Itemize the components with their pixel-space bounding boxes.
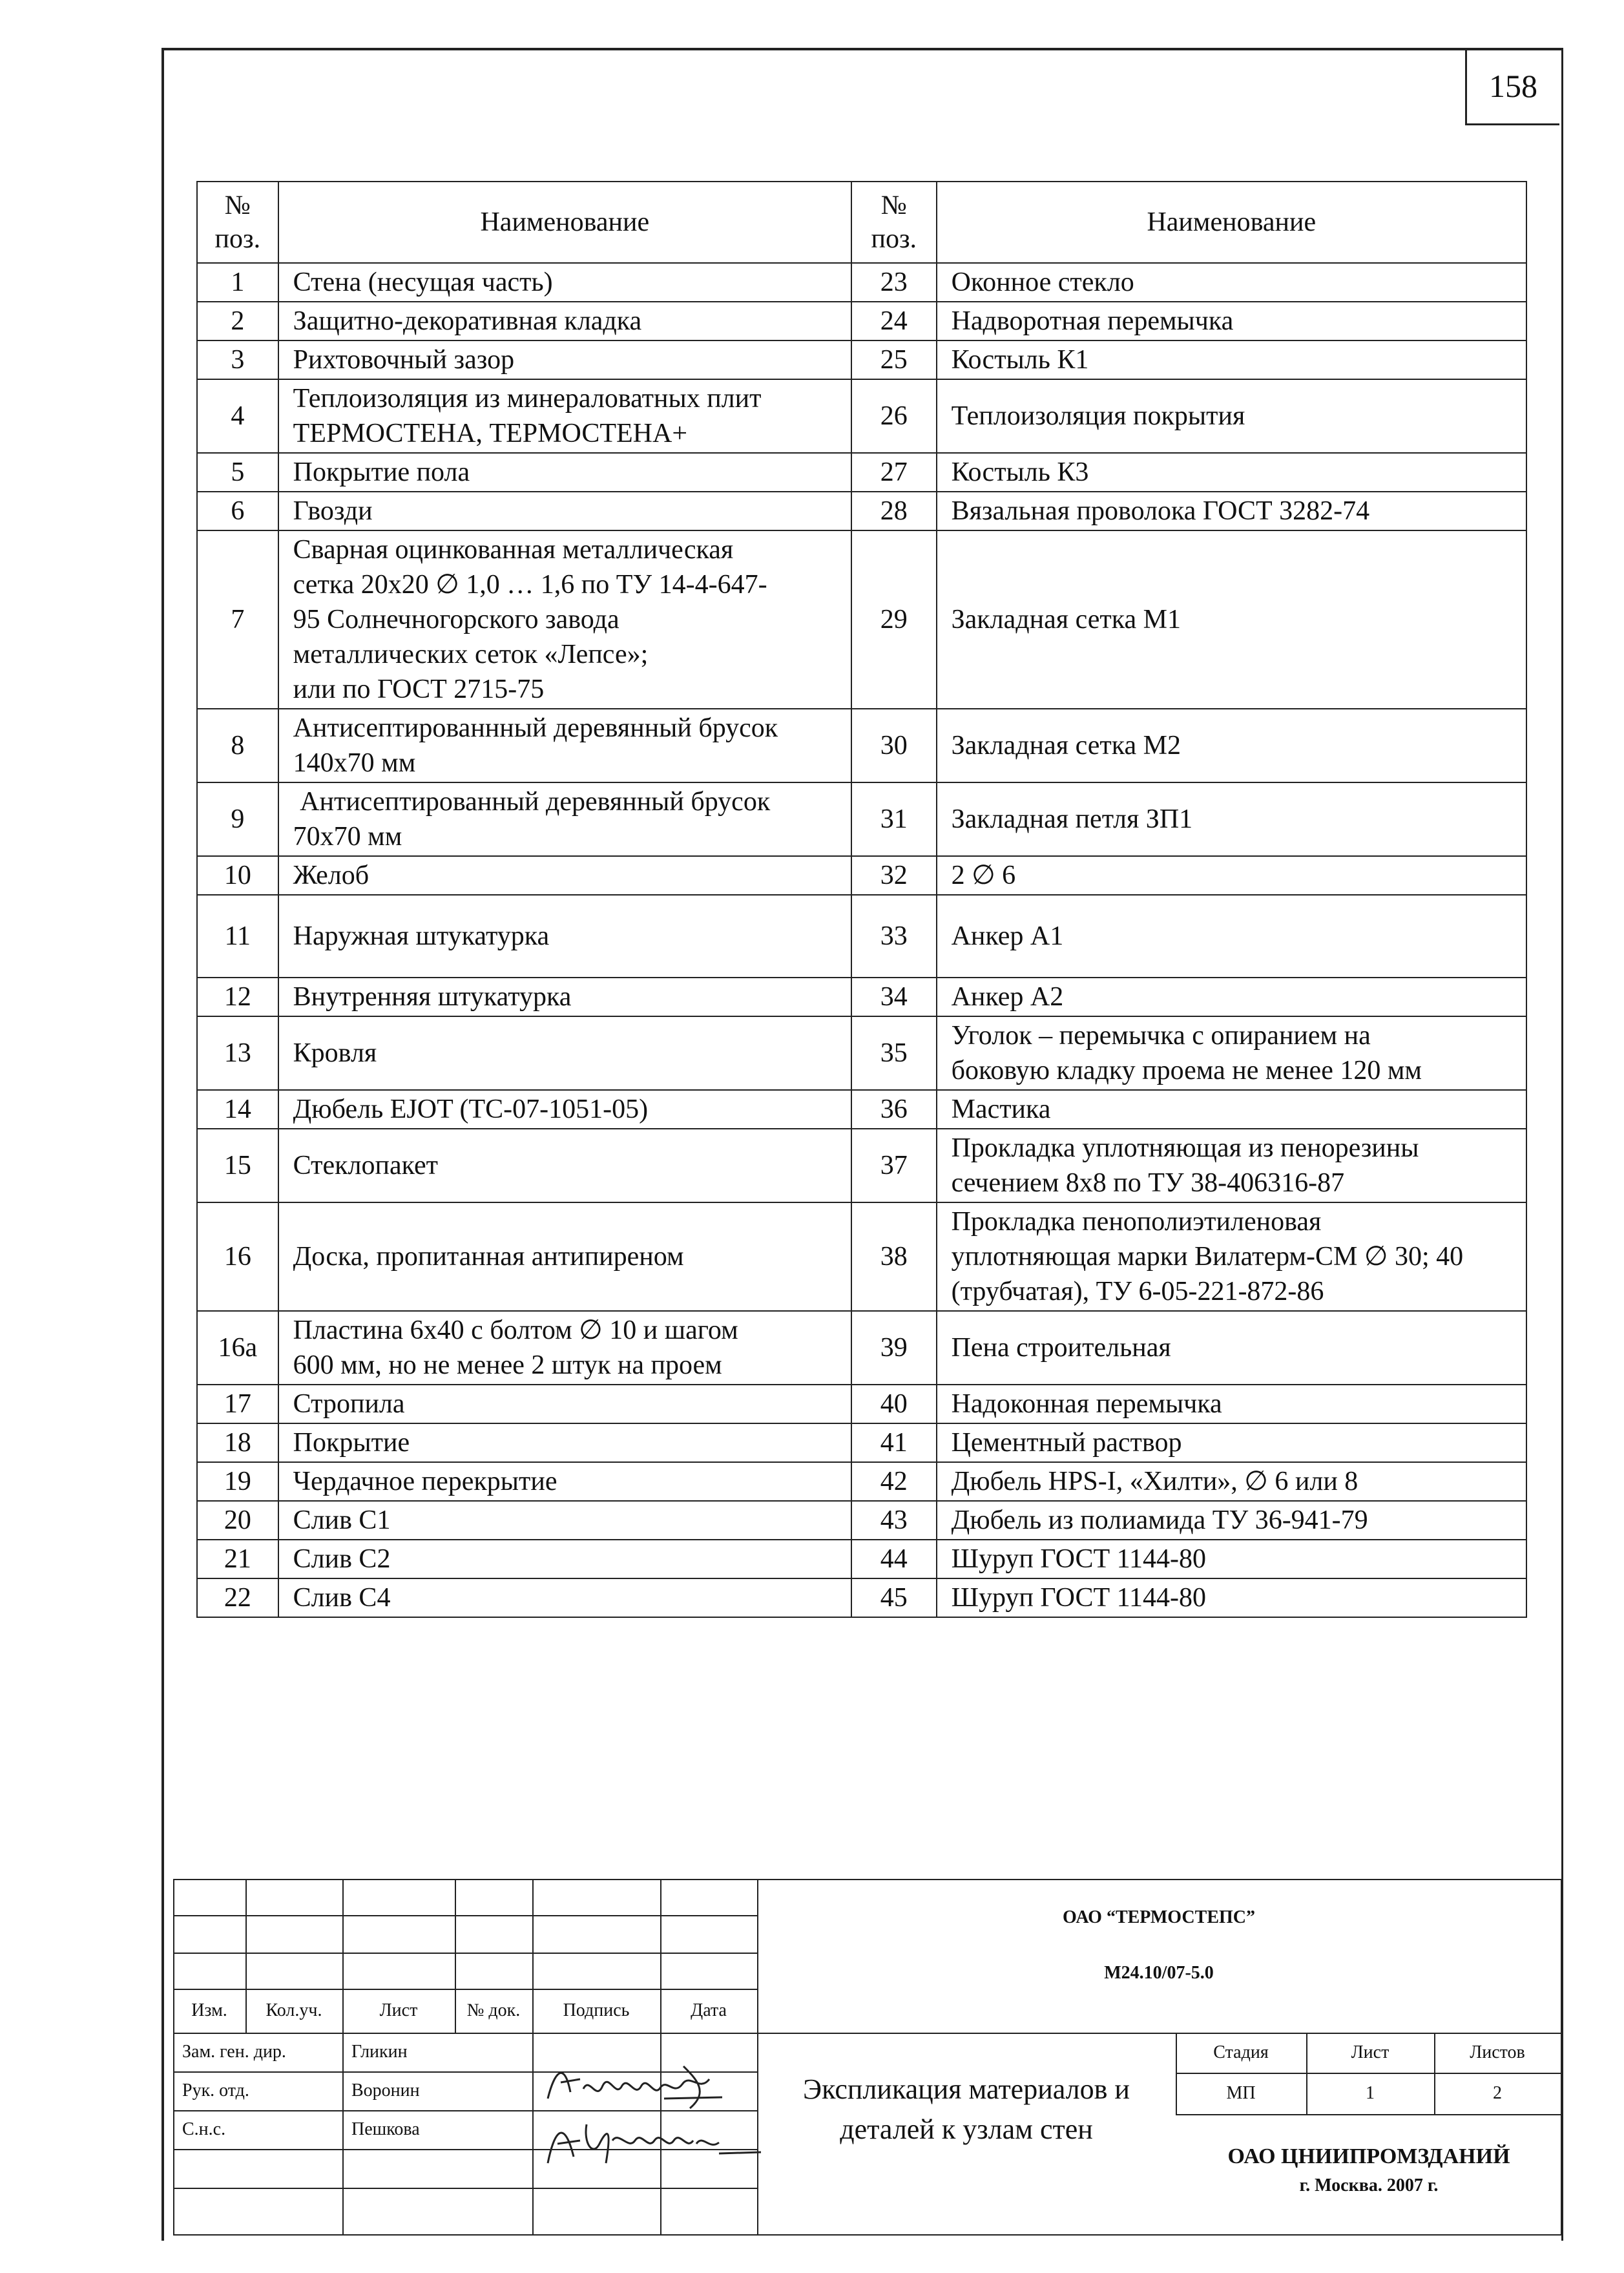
pos-number-right: 34 [851,978,937,1016]
pos-number-left: 10 [197,856,278,895]
table-row [197,453,1526,492]
col-izm: Изм. [191,2000,227,2020]
table-row [197,302,1526,340]
cell-line: Надоконная перемычка [951,1389,1222,1419]
pos-number-right: 37 [851,1129,937,1202]
col-date: Дата [691,2000,727,2020]
cell-line: Антисептированнный деревянный брусок [293,713,778,743]
table-row [197,1501,1526,1540]
cell-line: Дюбель EJOT (ТС-07-1051-05) [293,1095,649,1124]
signature-peshkova [535,2105,767,2176]
name-left [278,1385,851,1423]
name-right [937,1202,1526,1311]
table-row [197,856,1526,895]
pos-number-left: 17 [197,1385,278,1423]
cell-line: металлических сеток «Лепсе»; [293,640,649,669]
table-header-row [197,182,1526,263]
org-city: г. Москва. 2007 г. [1299,2175,1439,2195]
pos-number-right: 25 [851,340,937,379]
name-left [278,1311,851,1385]
col-sign: Подпись [563,2000,630,2020]
pos-number-right: 42 [851,1462,937,1501]
name-left [278,1090,851,1129]
pos-number-right: 28 [851,492,937,530]
name-left [278,1462,851,1501]
pos-number-left: 21 [197,1540,278,1578]
cell-line: Дюбель HPS-I, «Хилти», ∅ 6 или 8 [951,1467,1359,1496]
name-right [937,530,1526,709]
cell-line: ТЕРМОСТЕНА, ТЕРМОСТЕНА+ [293,419,688,448]
pos-number-right: 44 [851,1540,937,1578]
name-left [278,1202,851,1311]
cell-line: Слив С1 [293,1505,391,1535]
name-1: Гликин [351,2042,408,2062]
pos-number-right: 39 [851,1311,937,1385]
role-3: С.н.с. [182,2119,226,2139]
stage-label: Стадия [1213,2042,1269,2062]
name-left [278,1578,851,1617]
cell-line: Цементный раствор [951,1428,1182,1458]
table-row [197,1016,1526,1090]
cell-line: Сварная оцинкованная металлическая [293,535,734,565]
cell-line: Костыль К3 [951,457,1089,487]
cell-line: или по ГОСТ 2715-75 [293,675,545,704]
pos-number-left: 15 [197,1129,278,1202]
pos-number-right: 33 [851,895,937,978]
pos-number-right: 40 [851,1385,937,1423]
cell-line: 2 ∅ 6 [951,861,1016,890]
col-list: Лист [379,2000,418,2020]
cell-line: Внутренняя штукатурка [293,982,572,1012]
name-right [937,978,1526,1016]
pos-number-right: 31 [851,782,937,856]
cell-line: Костыль К1 [951,345,1089,375]
cell-line: (трубчатая), ТУ 6-05-221-872-86 [951,1277,1324,1306]
cell-line: 140х70 мм [293,748,416,778]
cell-line: Теплоизоляция из минераловатных плит [293,384,762,414]
cell-line: Анкер А2 [951,982,1064,1012]
name-left [278,856,851,895]
pos-number-right: 29 [851,530,937,709]
cell-line: 600 мм, но не менее 2 штук на проем [293,1350,722,1380]
table-row [197,1423,1526,1462]
cell-line: Стеклопакет [293,1151,438,1180]
name-right [937,492,1526,530]
cell-line: боковую кладку проема не менее 120 мм [951,1056,1422,1085]
cell-line: Пластина 6х40 с болтом ∅ 10 и шагом [293,1315,738,1345]
sheets-value: 2 [1493,2083,1502,2103]
cell-line: Покрытие [293,1428,410,1458]
cell-line: Надворотная перемычка [951,306,1234,336]
name-left [278,1016,851,1090]
col-doc: № док. [466,2000,521,2020]
name-left [278,453,851,492]
cell-line: сечением 8х8 по ТУ 38-406316-87 [951,1168,1345,1198]
cell-line: 95 Солнечногорского завода [293,605,619,634]
name-left [278,263,851,302]
cell-line: Шуруп ГОСТ 1144-80 [951,1583,1207,1613]
pos-number-right: 30 [851,709,937,782]
cell-line: сетка 20х20 ∅ 1,0 … 1,6 по ТУ 14-4-647- [293,570,767,600]
name-right [937,1540,1526,1578]
pos-number-right: 27 [851,453,937,492]
cell-line: Анкер А1 [951,921,1064,951]
cell-line: Вязальная проволока ГОСТ 3282-74 [951,496,1370,526]
name-right [937,453,1526,492]
pos-number-left: 12 [197,978,278,1016]
name-right [937,1423,1526,1462]
header-name-right: Наименование [937,182,1526,263]
pos-number-left: 22 [197,1578,278,1617]
table-row [197,782,1526,856]
cell-line: Шуруп ГОСТ 1144-80 [951,1544,1207,1574]
name-left [278,492,851,530]
table-row [197,895,1526,978]
table-row [197,978,1526,1016]
col-kol-uch: Кол.уч. [265,2000,322,2020]
pos-number-right: 43 [851,1501,937,1540]
pos-number-right: 36 [851,1090,937,1129]
sheet-label: Лист [1351,2042,1390,2062]
header-pos-left: № поз. [197,182,278,263]
name-left [278,530,851,709]
cell-line: Доска, пропитанная антипиреном [293,1242,684,1272]
pos-number-left: 1 [197,263,278,302]
pos-number-left: 4 [197,379,278,453]
table-row [197,379,1526,453]
name-left [278,1501,851,1540]
pos-number-right: 45 [851,1578,937,1617]
doc-title-line-1: Экспликация материалов и [803,2073,1130,2105]
name-right [937,1016,1526,1090]
pos-number-left: 7 [197,530,278,709]
table-row [197,1462,1526,1501]
name-left [278,1129,851,1202]
table-row [197,709,1526,782]
table-row [197,1578,1526,1617]
cell-line: Прокладка пенополиэтиленовая [951,1207,1322,1237]
table-row [197,1385,1526,1423]
name-right [937,1578,1526,1617]
pos-number-left: 8 [197,709,278,782]
name-left [278,709,851,782]
name-right [937,895,1526,978]
role-1: Зам. ген. дир. [182,2042,286,2062]
cell-line: 70х70 мм [293,822,402,852]
cell-line: Закладная сетка М1 [951,605,1181,634]
cell-line: Чердачное перекрытие [293,1467,557,1496]
name-right [937,379,1526,453]
name-left [278,895,851,978]
cell-line: Стена (несущая часть) [293,267,553,297]
name-left [278,340,851,379]
name-right [937,263,1526,302]
stage-value: МП [1226,2083,1256,2103]
cell-line: Кровля [293,1038,377,1068]
pos-number-right: 32 [851,856,937,895]
pos-number-left: 14 [197,1090,278,1129]
name-right [937,1311,1526,1385]
table-row [197,530,1526,709]
pos-number-left: 6 [197,492,278,530]
pos-number-left: 20 [197,1501,278,1540]
cell-line: Антисептированный деревянный брусок [293,787,771,817]
pos-number-left: 3 [197,340,278,379]
name-left [278,302,851,340]
name-2: Воронин [351,2080,420,2100]
sheet-value: 1 [1366,2083,1375,2103]
pos-number-left: 11 [197,895,278,978]
name-left [278,1423,851,1462]
table-row [197,340,1526,379]
table-row [197,492,1526,530]
pos-number-right: 23 [851,263,937,302]
sheets-label: Листов [1470,2042,1525,2062]
pos-number-left: 9 [197,782,278,856]
cell-line: Дюбель из полиамида ТУ 36-941-79 [951,1505,1368,1535]
name-right [937,1385,1526,1423]
company-name: ОАО “ТЕРМОСТЕПС” [1062,1907,1256,1927]
name-right [937,1462,1526,1501]
cell-line: Закладная петля ЗП1 [951,804,1193,834]
cell-line: Слив С2 [293,1544,391,1574]
title-block [173,1879,1562,2236]
name-left [278,1540,851,1578]
cell-line: Закладная сетка М2 [951,731,1181,760]
cell-line: Защитно-декоративная кладка [293,306,642,336]
cell-line: Стропила [293,1389,405,1419]
name-right [937,782,1526,856]
table-row [197,1090,1526,1129]
pos-number-left: 13 [197,1016,278,1090]
pos-number-right: 24 [851,302,937,340]
table-row [197,1540,1526,1578]
pos-number-right: 38 [851,1202,937,1311]
pos-number-left: 16 [197,1202,278,1311]
cell-line: Теплоизоляция покрытия [951,401,1245,431]
cell-line: Гвозди [293,496,373,526]
cell-line: Пена строительная [951,1333,1171,1363]
cell-line: Наружная штукатурка [293,921,550,951]
name-right [937,1501,1526,1540]
pos-number-left: 19 [197,1462,278,1501]
document-code: М24.10/07-5.0 [1104,1963,1214,1983]
cell-line: Покрытие пола [293,457,470,487]
name-left [278,978,851,1016]
materials-table [196,181,1527,1618]
header-name-left: Наименование [278,182,851,263]
name-right [937,856,1526,895]
pos-number-left: 18 [197,1423,278,1462]
cell-line: Мастика [951,1095,1051,1124]
cell-line: уплотняющая марки Вилатерм-СМ ∅ 30; 40 [951,1242,1464,1272]
name-right [937,340,1526,379]
role-2: Рук. отд. [182,2080,249,2100]
name-3: Пешкова [351,2119,420,2139]
cell-line: Уголок – перемычка с опиранием на [951,1021,1371,1051]
name-left [278,379,851,453]
name-right [937,1129,1526,1202]
page-number: 158 [1465,48,1559,125]
name-right [937,1090,1526,1129]
table-row [197,1129,1526,1202]
header-pos-right: № поз. [851,182,937,263]
pos-number-right: 41 [851,1423,937,1462]
org-name: ОАО ЦНИИПРОМЗДАНИЙ [1227,2144,1510,2168]
table-row [197,263,1526,302]
name-right [937,302,1526,340]
table-row [197,1311,1526,1385]
pos-number-left: 16а [197,1311,278,1385]
cell-line: Слив С4 [293,1583,391,1613]
table-row [197,1202,1526,1311]
pos-number-left: 5 [197,453,278,492]
pos-number-left: 2 [197,302,278,340]
cell-line: Желоб [293,861,370,890]
cell-line: Оконное стекло [951,267,1134,297]
pos-number-right: 26 [851,379,937,453]
cell-line: Прокладка уплотняющая из пенорезины [951,1133,1419,1163]
cell-line: Рихтовочный зазор [293,345,515,375]
pos-number-right: 35 [851,1016,937,1090]
name-right [937,709,1526,782]
name-left [278,782,851,856]
doc-title-line-2: деталей к узлам стен [840,2113,1093,2145]
